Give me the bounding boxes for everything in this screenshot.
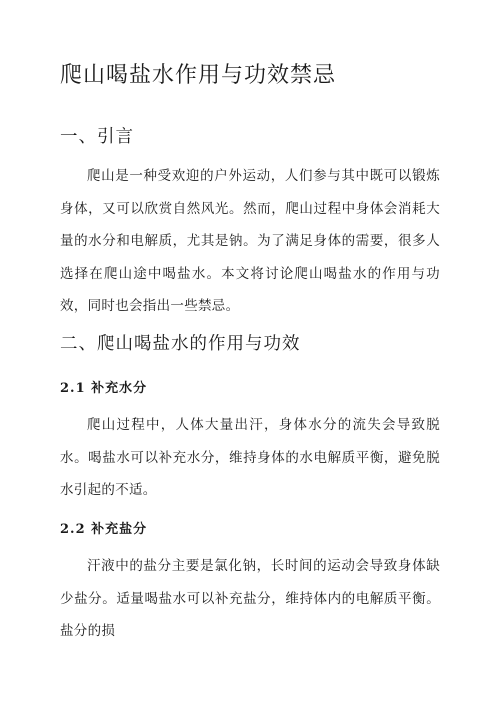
subsection-heading-water: 2.1 补充水分 <box>60 381 148 396</box>
subsection-heading-salt: 2.2 补充盐分 <box>60 522 148 537</box>
paragraph-water: 爬山过程中，人体大量出汗，身体水分的流失会导致脱水。喝盐水可以补充水分，维持身体的水电解质平衡，避免脱水引起的不适。 <box>60 417 440 498</box>
paragraph-introduction: 爬山是一种受欢迎的户外运动，人们参与其中既可以锻炼身体，又可以欣赏自然风光。然而，爬山过程中身体会消耗大量的水分和电解质，尤其是钠。为了满足身体的需要，很多人选择在爬山途中喝盐水。本文将讨论爬山喝盐水的作用与功效，同时也会指出一些禁忌。 <box>60 168 440 314</box>
section-heading-introduction: 一、引言 <box>60 127 134 147</box>
paragraph-salt: 汗液中的盐分主要是氯化钠，长时间的运动会导致身体缺少盐分。适量喝盐水可以补充盐分，维持体内的电解质平衡。盐分的损 <box>60 558 440 639</box>
section-heading-effects: 二、爬山喝盐水的作用与功效 <box>60 334 301 354</box>
document-title: 爬山喝盐水作用与功效禁忌 <box>60 63 337 88</box>
